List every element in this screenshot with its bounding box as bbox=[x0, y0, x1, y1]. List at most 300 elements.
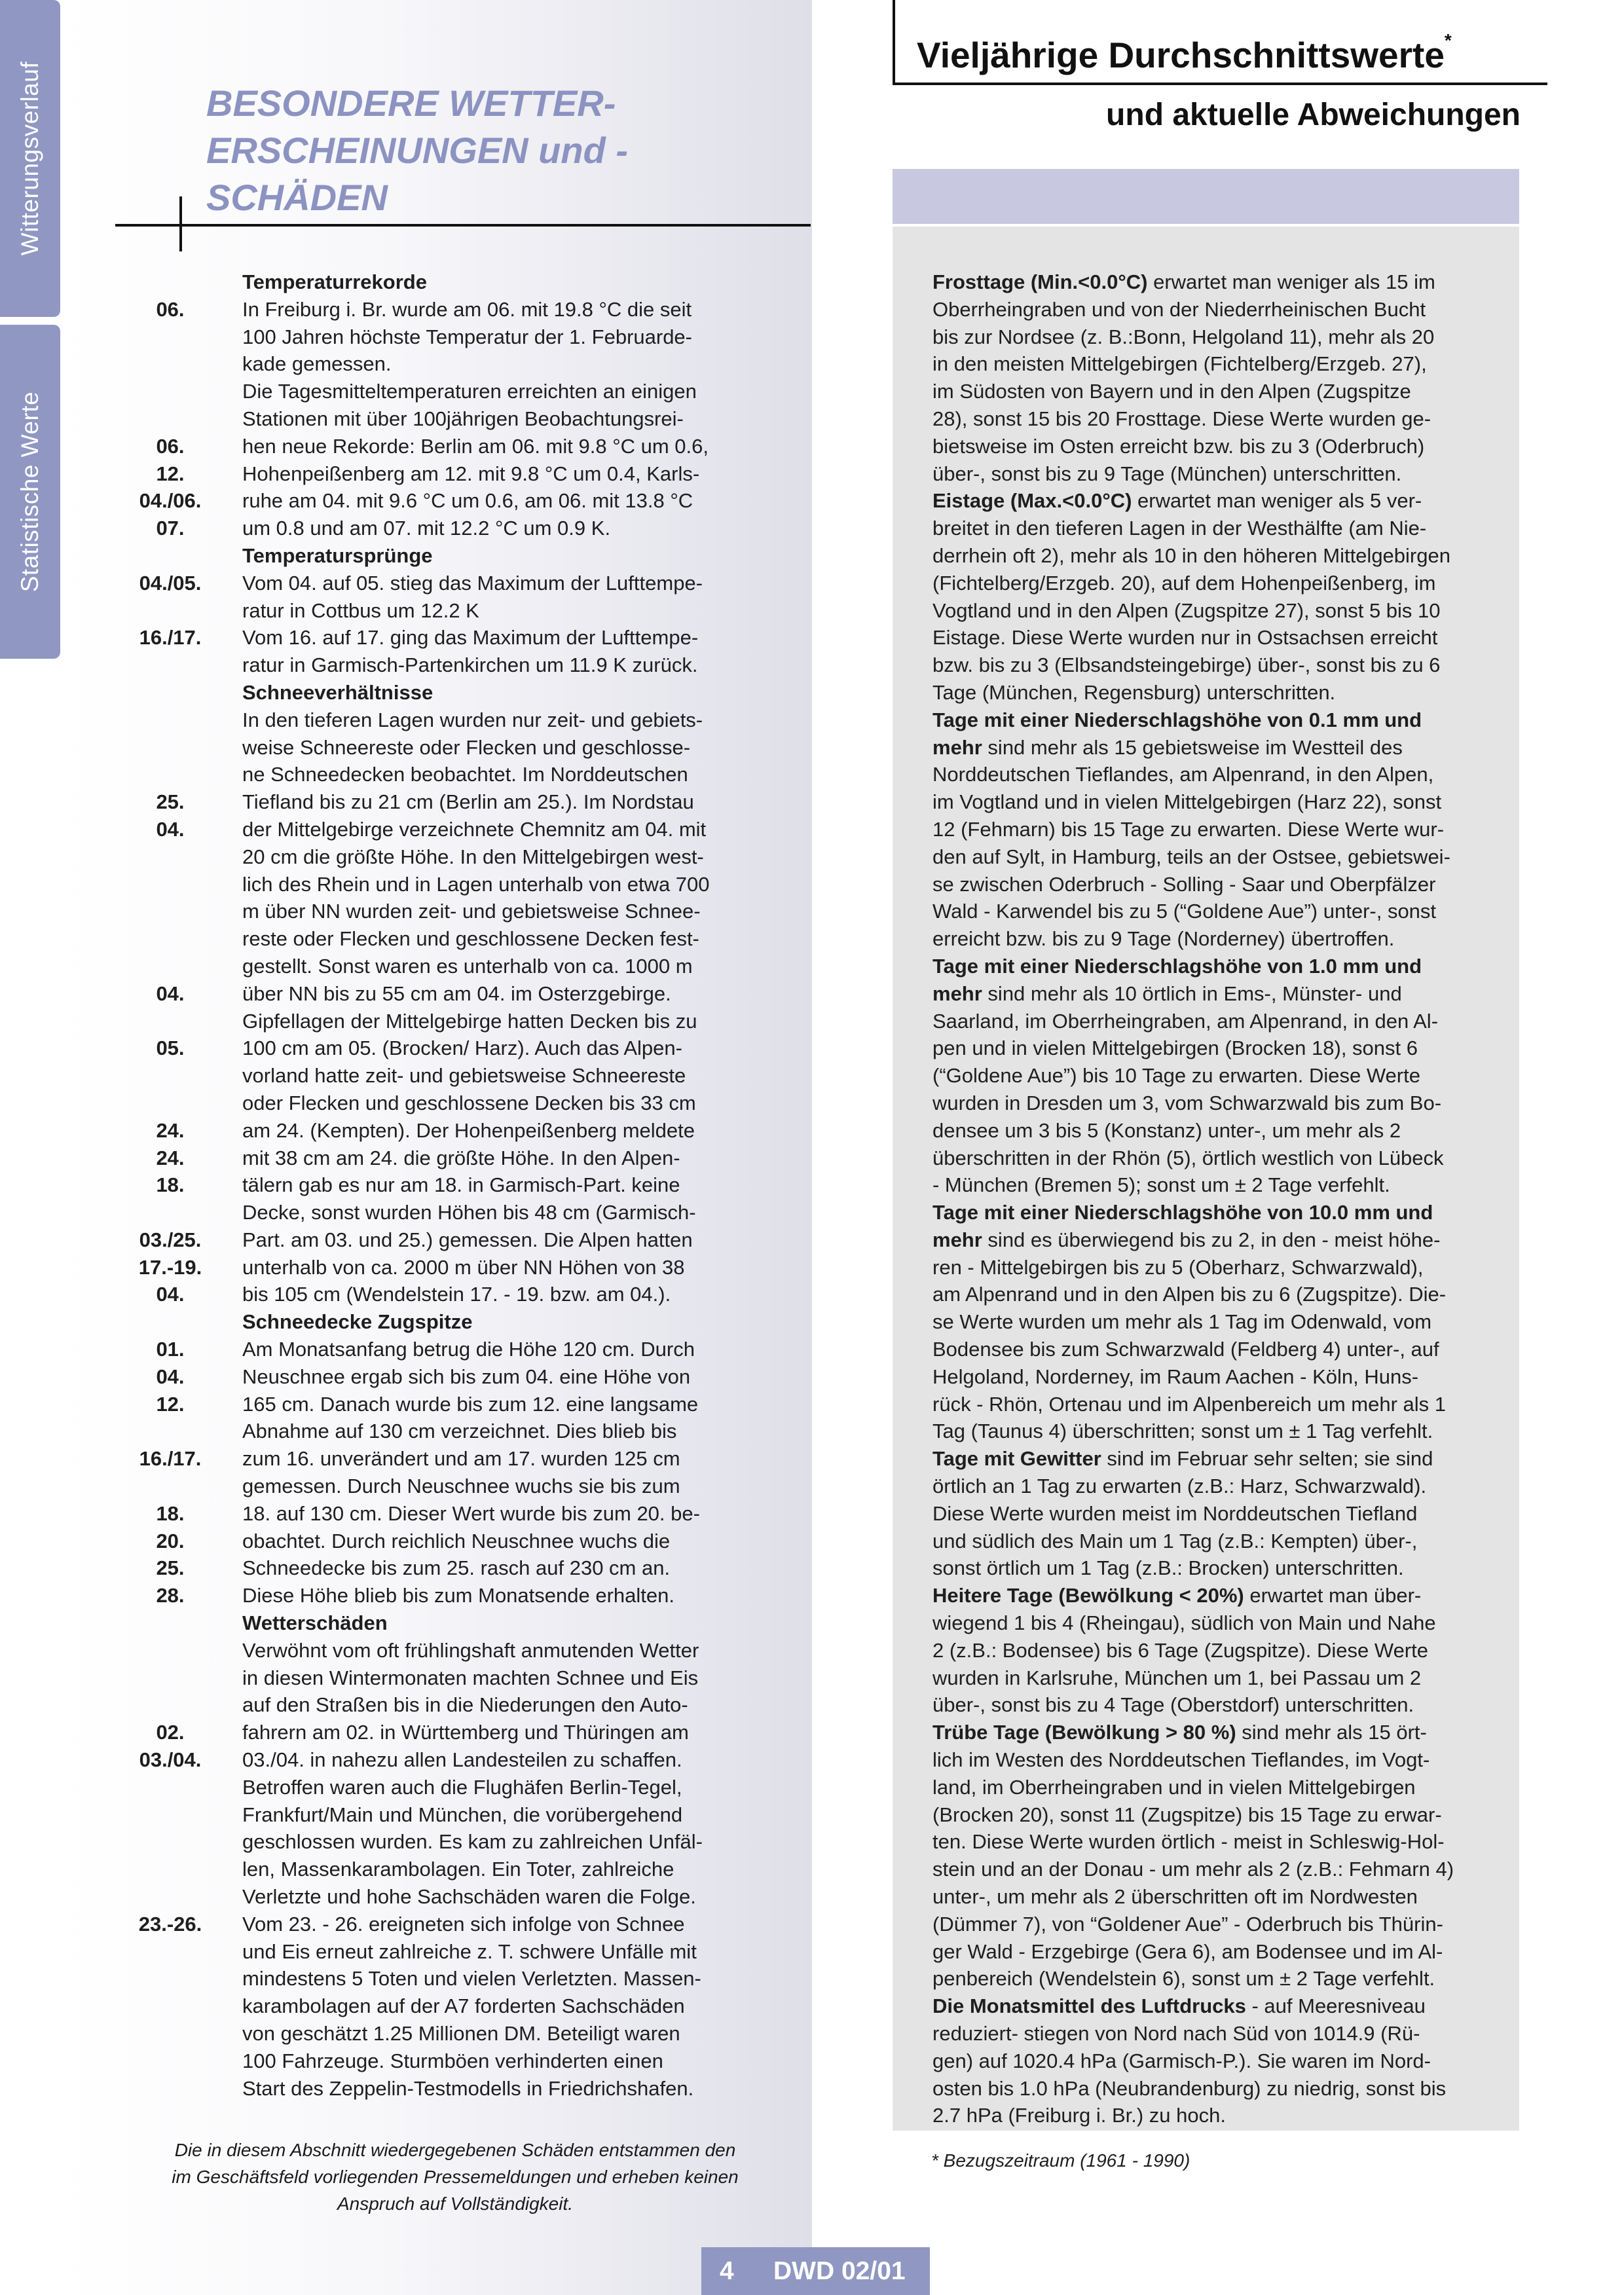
stats-line bbox=[932, 1746, 1509, 1774]
event-text: lich des Rhein und in Lagen unterhalb von etwa 700 bbox=[242, 872, 710, 896]
event-text: 20 cm die größte Höhe. In den Mittelgebirgen west- bbox=[242, 845, 704, 868]
stats-text: Tag (Taunus 4) überschritten; sonst um ± 1 Tag verfehlt. bbox=[932, 1420, 1433, 1443]
stats-line bbox=[932, 1171, 1509, 1199]
event-row bbox=[98, 1473, 809, 1500]
event-date bbox=[98, 761, 242, 788]
stats-line bbox=[932, 1691, 1509, 1719]
event-date bbox=[98, 1664, 242, 1692]
event-text: und Eis erneut zahlreiche z. T. schwere Unfälle mit bbox=[242, 1939, 697, 1963]
event-date bbox=[98, 2047, 242, 2075]
event-date: 25. bbox=[156, 1556, 185, 1580]
stats-text: - München (Bremen 5); sonst um ± 2 Tage verfehlt. bbox=[932, 1173, 1390, 1197]
stats-text: breitet in den tieferen Lagen in der Westhälfte (am Nie- bbox=[932, 517, 1427, 540]
event-row bbox=[98, 515, 809, 542]
stats-term: mehr bbox=[932, 982, 982, 1005]
stats-line bbox=[932, 433, 1509, 460]
stats-line bbox=[932, 1008, 1509, 1035]
event-text: 18. auf 130 cm. Dieser Wert wurde bis zum 20. be- bbox=[242, 1501, 700, 1525]
stats-line bbox=[932, 487, 1509, 515]
event-date: 01. bbox=[156, 1338, 185, 1361]
stats-line bbox=[932, 1391, 1509, 1418]
event-row bbox=[98, 761, 809, 788]
event-heading: Temperaturrekorde bbox=[242, 270, 427, 293]
stats-text: Oberrheingraben und von der Niederrheinischen Bucht bbox=[932, 297, 1426, 321]
side-tab-statistische-werte[interactable] bbox=[0, 325, 60, 659]
section-title-line: ERSCHEINUNGEN und -SCHÄDEN bbox=[206, 130, 628, 218]
event-row bbox=[98, 1062, 809, 1090]
event-text: mindestens 5 Toten und vielen Verletzten. Massen- bbox=[242, 1967, 701, 1991]
stats-line bbox=[932, 350, 1509, 378]
stats-term: Die Monatsmittel des Luftdrucks bbox=[932, 1994, 1246, 2018]
section-title bbox=[206, 80, 796, 221]
event-date: 02. bbox=[156, 1721, 185, 1744]
event-text: Neuschnee ergab sich bis zum 04. eine Höhe von bbox=[242, 1365, 691, 1388]
event-row bbox=[98, 597, 809, 625]
stats-text: reduziert- stiegen von Nord nach Süd von 1014.9 (Rü- bbox=[932, 2022, 1420, 2045]
horizontal-rule bbox=[115, 224, 811, 227]
section-title-line: BESONDERE WETTER- bbox=[206, 83, 616, 124]
stats-term: Heitere Tage (Bewölkung < 20%) bbox=[932, 1584, 1244, 1607]
stats-text: sonst örtlich um 1 Tag (z.B.: Brocken) unterschritten. bbox=[932, 1556, 1404, 1580]
event-row bbox=[98, 1801, 809, 1829]
event-heading: Wetterschäden bbox=[242, 1611, 388, 1635]
event-row bbox=[98, 1226, 809, 1254]
event-row bbox=[98, 1528, 809, 1555]
event-date bbox=[98, 843, 242, 871]
stats-text: densee um 3 bis 5 (Konstanz) unter-, um mehr als 2 bbox=[932, 1118, 1401, 1142]
event-text: Betroffen waren auch die Flughäfen Berlin-Tegel, bbox=[242, 1775, 682, 1799]
event-date: 25. bbox=[156, 790, 185, 814]
stats-text: Tage (München, Regensburg) unterschritten. bbox=[932, 680, 1336, 704]
weather-events-list bbox=[98, 268, 809, 2102]
stats-line bbox=[932, 1035, 1509, 1062]
event-row bbox=[98, 1664, 809, 1692]
event-row bbox=[98, 1035, 809, 1062]
event-date: 04. bbox=[156, 982, 185, 1005]
stats-text: wurden in Dresden um 3, vom Schwarzwald bis zum Bo- bbox=[932, 1091, 1442, 1114]
stats-text: den auf Sylt, in Hamburg, teils an der Ostsee, gebietswei- bbox=[932, 845, 1450, 868]
event-date: 04./06. bbox=[139, 489, 202, 513]
side-tab-bar bbox=[0, 0, 60, 2295]
event-text: Gipfellagen der Mittelgebirge hatten Decken bis zu bbox=[242, 1009, 697, 1033]
stats-term: Eistage (Max.<0.0°C) bbox=[932, 489, 1132, 513]
event-text: Am Monatsanfang betrug die Höhe 120 cm. Durch bbox=[242, 1338, 695, 1361]
event-row bbox=[98, 816, 809, 843]
event-text: unterhalb von ca. 2000 m über NN Höhen von 38 bbox=[242, 1255, 685, 1279]
event-date: 17.-19. bbox=[138, 1255, 202, 1279]
stats-text: Eistage. Diese Werte wurden nur in Ostsachsen erreicht bbox=[932, 626, 1438, 650]
event-text: Tiefland bis zu 21 cm (Berlin am 25.). Im Nordstau bbox=[242, 790, 694, 814]
stats-text: Vogtland und in den Alpen (Zugspitze 27), sonst 5 bis 10 bbox=[932, 598, 1441, 622]
event-date bbox=[98, 1609, 242, 1637]
event-text: kade gemessen. bbox=[242, 352, 392, 376]
stats-text: im Vogtland und in vielen Mittelgebirgen (Harz 22), sonst bbox=[932, 790, 1442, 814]
event-row bbox=[98, 1391, 809, 1418]
event-date bbox=[98, 1418, 242, 1445]
event-date: 04. bbox=[156, 1283, 185, 1306]
statistics-text bbox=[932, 268, 1509, 2129]
event-row bbox=[98, 460, 809, 488]
stats-text: Norddeutschen Tieflandes, am Alpenrand, in den Alpen, bbox=[932, 763, 1434, 786]
stats-line bbox=[932, 2075, 1509, 2102]
stats-text: Helgoland, Norderney, im Raum Aachen - Köln, Huns- bbox=[932, 1365, 1419, 1388]
asterisk-mark: * bbox=[1444, 30, 1452, 50]
stats-line bbox=[932, 1062, 1509, 1090]
event-date bbox=[98, 378, 242, 405]
stats-text: - auf Meeresniveau bbox=[1246, 1994, 1426, 2018]
stats-line bbox=[932, 788, 1509, 816]
stats-text: bzw. bis zu 3 (Elbsandsteingebirge) über-, sonst bis zu 6 bbox=[932, 653, 1441, 677]
stats-text: Wald - Karwendel bis zu 5 (“Goldene Aue”) unter-, sonst bbox=[932, 900, 1437, 923]
event-text: ratur in Garmisch-Partenkirchen um 11.9 K zurück. bbox=[242, 653, 698, 677]
stats-term: Trübe Tage (Bewölkung > 80 %) bbox=[932, 1721, 1236, 1744]
page-subtitle: und aktuelle Abweichungen bbox=[1106, 98, 1521, 132]
event-text: ratur in Cottbus um 12.2 K bbox=[242, 598, 479, 622]
event-row bbox=[98, 1363, 809, 1391]
stats-text: (Dümmer 7), von “Goldener Aue” - Oderbruch bis Thürin- bbox=[932, 1912, 1443, 1936]
event-date: 16./17. bbox=[139, 626, 202, 650]
stats-line bbox=[932, 1938, 1509, 1966]
stats-line bbox=[932, 1883, 1509, 1911]
stats-line bbox=[932, 953, 1509, 980]
stats-line bbox=[932, 761, 1509, 788]
event-row bbox=[98, 1691, 809, 1719]
event-row bbox=[98, 1746, 809, 1774]
event-date bbox=[98, 898, 242, 925]
stats-line bbox=[932, 1992, 1509, 2020]
event-heading: Temperatursprünge bbox=[242, 543, 433, 567]
event-row bbox=[98, 323, 809, 351]
stats-text: 28), sonst 15 bis 20 Frosttage. Diese Werte wurden ge- bbox=[932, 407, 1431, 430]
stats-text: erreicht bzw. bis zu 9 Tage (Norderney) übertroffen. bbox=[932, 927, 1395, 951]
event-row bbox=[98, 1199, 809, 1226]
event-date bbox=[98, 1199, 242, 1226]
side-tab-witterungsverlauf[interactable] bbox=[0, 0, 60, 317]
event-row bbox=[98, 707, 809, 734]
stats-line bbox=[932, 542, 1509, 570]
stats-line bbox=[932, 1965, 1509, 1992]
stats-term: Tage mit einer Niederschlagshöhe von 10.0 mm und bbox=[932, 1201, 1433, 1224]
stats-text: derrhein oft 2), mehr als 10 in den höheren Mittelgebirgen bbox=[932, 543, 1450, 567]
event-text: Verwöhnt vom oft frühlingshaft anmutenden Wetter bbox=[242, 1638, 699, 1662]
event-row bbox=[98, 1828, 809, 1856]
event-date bbox=[98, 734, 242, 762]
event-date: 03./04. bbox=[139, 1748, 202, 1772]
event-row bbox=[98, 871, 809, 898]
stats-line bbox=[932, 652, 1509, 679]
event-text: 100 Fahrzeuge. Sturmböen verhinderten einen bbox=[242, 2049, 663, 2072]
event-date bbox=[98, 1637, 242, 1664]
event-text: In den tieferen Lagen wurden nur zeit- und gebiets- bbox=[242, 708, 703, 731]
event-date: 06. bbox=[156, 434, 185, 458]
event-text: oder Flecken und geschlossene Decken bis 33 cm bbox=[242, 1091, 696, 1114]
event-text: geschlossen wurden. Es kam zu zahlreichen Unfäl- bbox=[242, 1830, 703, 1854]
event-text: Stationen mit über 100jährigen Beobachtungsrei- bbox=[242, 407, 684, 430]
event-date bbox=[98, 925, 242, 953]
event-row bbox=[98, 1254, 809, 1281]
stats-text: ten. Diese Werte wurden örtlich - meist in Schleswig-Hol- bbox=[932, 1830, 1445, 1854]
stats-text: unter-, um mehr als 2 überschritten oft im Nordwesten bbox=[932, 1885, 1418, 1909]
event-text: bis 105 cm (Wendelstein 17. - 19. bzw. am 04.). bbox=[242, 1283, 671, 1306]
event-text: gemessen. Durch Neuschnee wuchs sie bis zum bbox=[242, 1475, 680, 1498]
event-text: 100 cm am 05. (Brocken/ Harz). Auch das Alpen- bbox=[242, 1037, 682, 1060]
stats-text: erwartet man weniger als 15 im bbox=[1147, 270, 1435, 293]
event-row bbox=[98, 1336, 809, 1363]
event-heading-row bbox=[98, 268, 809, 296]
event-date: 18. bbox=[156, 1501, 185, 1525]
event-row bbox=[98, 2075, 809, 2102]
stats-line bbox=[932, 734, 1509, 762]
stats-text: land, im Oberrheingraben und in vielen Mittelgebirgen bbox=[932, 1775, 1416, 1799]
event-text: in diesen Wintermonaten machten Schnee und Eis bbox=[242, 1666, 699, 1689]
event-text: tälern gab es nur am 18. in Garmisch-Part. keine bbox=[242, 1173, 680, 1197]
event-date bbox=[98, 1801, 242, 1829]
event-heading: Schneedecke Zugspitze bbox=[242, 1310, 473, 1334]
side-tab-label: Statistische Werte bbox=[16, 391, 43, 593]
stats-text: sind mehr als 10 örtlich in Ems-, Münster- und bbox=[982, 982, 1402, 1005]
stats-text: 2 (z.B.: Bodensee) bis 6 Tage (Zugspitze). Diese Werte bbox=[932, 1638, 1428, 1662]
event-text: 03./04. in nahezu allen Landesteilen zu schaffen. bbox=[242, 1748, 682, 1772]
event-date: 05. bbox=[156, 1037, 185, 1060]
event-row bbox=[98, 788, 809, 816]
stats-line bbox=[932, 323, 1509, 351]
stats-line bbox=[932, 1281, 1509, 1308]
stats-text: (Brocken 20), sonst 11 (Zugspitze) bis 15 Tage zu erwar- bbox=[932, 1803, 1442, 1826]
stats-line bbox=[932, 378, 1509, 405]
stats-text: Saarland, im Oberrheingraben, am Alpenrand, in den Al- bbox=[932, 1009, 1439, 1033]
event-row bbox=[98, 1418, 809, 1445]
disclaimer-line: Anspruch auf Vollständigkeit. bbox=[337, 2194, 574, 2214]
stats-line bbox=[932, 1473, 1509, 1500]
event-text: Hohenpeißenberg am 12. mit 9.8 °C um 0.4, Karls- bbox=[242, 462, 700, 485]
event-text: Schneedecke bis zum 25. rasch auf 230 cm an. bbox=[242, 1556, 671, 1580]
stats-text: se Werte wurden um mehr als 1 Tag im Odenwald, vom bbox=[932, 1310, 1432, 1334]
event-date bbox=[98, 1856, 242, 1883]
event-row bbox=[98, 1856, 809, 1883]
event-row bbox=[98, 1445, 809, 1473]
event-row bbox=[98, 1774, 809, 1801]
stats-line bbox=[932, 1418, 1509, 1445]
vertical-rule bbox=[179, 196, 182, 251]
stats-line bbox=[932, 597, 1509, 625]
event-date: 07. bbox=[156, 517, 185, 540]
event-date bbox=[98, 405, 242, 433]
stats-line bbox=[932, 925, 1509, 953]
event-row bbox=[98, 1992, 809, 2020]
event-date: 04. bbox=[156, 817, 185, 841]
event-text: karambolagen auf der A7 forderten Sachschäden bbox=[242, 1994, 685, 2018]
event-row bbox=[98, 1938, 809, 1966]
stats-text: ren - Mittelgebirgen bis zu 5 (Oberharz, Schwarzwald), bbox=[932, 1255, 1424, 1279]
stats-line bbox=[932, 1528, 1509, 1555]
stats-line bbox=[932, 1554, 1509, 1582]
event-date bbox=[98, 1828, 242, 1856]
event-text: hen neue Rekorde: Berlin am 06. mit 9.8 °C um 0.6, bbox=[242, 434, 709, 458]
stats-text: sind mehr als 15 gebietsweise im Westteil des bbox=[982, 735, 1403, 759]
page-title-text: Vieljährige Durchschnittswerte bbox=[917, 35, 1445, 75]
event-date bbox=[98, 2020, 242, 2047]
stats-text: erwartet man über- bbox=[1244, 1584, 1422, 1607]
event-date bbox=[98, 871, 242, 898]
event-text: Frankfurt/Main und München, die vorübergehend bbox=[242, 1803, 683, 1826]
event-text: 165 cm. Danach wurde bis zum 12. eine langsame bbox=[242, 1392, 699, 1416]
event-row bbox=[98, 2020, 809, 2047]
event-row bbox=[98, 1554, 809, 1582]
stats-line bbox=[932, 1117, 1509, 1145]
footnote: * Bezugszeitraum (1961 - 1990) bbox=[931, 2150, 1190, 2171]
stats-text: (“Goldene Aue”) bis 10 Tage zu erwarten. Diese Werte bbox=[932, 1064, 1420, 1088]
event-row bbox=[98, 570, 809, 597]
stats-line bbox=[932, 1254, 1509, 1281]
event-text: ruhe am 04. mit 9.6 °C um 0.6, am 06. mit 13.8 °C bbox=[242, 489, 693, 513]
stats-text: in den meisten Mittelgebirgen (Fichtelberg/Erzgeb. 27), bbox=[932, 352, 1427, 376]
stats-text: wurden in Karlsruhe, München um 1, bei Passau um 2 bbox=[932, 1666, 1422, 1689]
event-row bbox=[98, 1965, 809, 1992]
stats-term: Frosttage (Min.<0.0°C) bbox=[932, 270, 1148, 293]
stats-line bbox=[932, 1828, 1509, 1856]
event-date bbox=[98, 542, 242, 570]
stats-text: gen) auf 1020.4 hPa (Garmisch-P.). Sie waren im Nord- bbox=[932, 2049, 1431, 2072]
event-row bbox=[98, 1582, 809, 1609]
event-row bbox=[98, 734, 809, 762]
stats-line bbox=[932, 268, 1509, 296]
stats-line bbox=[932, 1145, 1509, 1172]
stats-text: bis zur Nordsee (z. B.:Bonn, Helgoland 11), mehr als 20 bbox=[932, 325, 1435, 348]
event-text: weise Schneereste oder Flecken und geschlosse- bbox=[242, 735, 691, 759]
event-date: 03./25. bbox=[139, 1228, 202, 1251]
stats-line bbox=[932, 1801, 1509, 1829]
stats-line bbox=[932, 1774, 1509, 1801]
event-text: Decke, sonst wurden Höhen bis 48 cm (Garmisch- bbox=[242, 1201, 696, 1224]
stats-line bbox=[932, 405, 1509, 433]
event-text: len, Massenkarambolagen. Ein Toter, zahlreiche bbox=[242, 1858, 674, 1881]
footer-tab bbox=[701, 2247, 930, 2295]
event-date: 12. bbox=[156, 462, 185, 485]
event-row bbox=[98, 898, 809, 925]
stats-text: se zwischen Oderbruch - Solling - Saar und Oberpfälzer bbox=[932, 872, 1436, 896]
stats-text: ger Wald - Erzgebirge (Gera 6), am Bodensee und im Al- bbox=[932, 1939, 1443, 1963]
event-date bbox=[98, 2075, 242, 2102]
event-row bbox=[98, 405, 809, 433]
stats-line bbox=[932, 980, 1509, 1008]
event-text: Vom 04. auf 05. stieg das Maximum der Lufttempe- bbox=[242, 571, 703, 595]
event-date bbox=[98, 679, 242, 707]
stats-line bbox=[932, 570, 1509, 597]
stats-text: Diese Werte wurden meist im Norddeutschen Tiefland bbox=[932, 1501, 1418, 1525]
event-date: 24. bbox=[156, 1146, 185, 1169]
stats-text: am Alpenrand und in den Alpen bis zu 6 (Zugspitze). Die- bbox=[932, 1283, 1447, 1306]
event-text: 100 Jahren höchste Temperatur der 1. Februarde- bbox=[242, 325, 692, 348]
stats-header-band bbox=[893, 169, 1519, 224]
event-row bbox=[98, 1281, 809, 1308]
event-text: Vom 16. auf 17. ging das Maximum der Lufttempe- bbox=[242, 626, 699, 650]
stats-line bbox=[932, 1719, 1509, 1746]
event-date: 16./17. bbox=[139, 1447, 202, 1471]
event-date bbox=[98, 1883, 242, 1911]
event-text: zum 16. unverändert und am 17. wurden 125 cm bbox=[242, 1447, 680, 1471]
event-row bbox=[98, 1008, 809, 1035]
event-row bbox=[98, 1719, 809, 1746]
event-date bbox=[98, 953, 242, 980]
stats-text: 2.7 hPa (Freiburg i. Br.) zu hoch. bbox=[932, 2104, 1226, 2127]
stats-line bbox=[932, 1500, 1509, 1528]
stats-text: bietsweise im Osten erreicht bzw. bis zu 3 (Oderbruch) bbox=[932, 434, 1425, 458]
event-text: Abnahme auf 130 cm verzeichnet. Dies blieb bis bbox=[242, 1420, 677, 1443]
stats-text: sind es überwiegend bis zu 2, in den - meist höhe- bbox=[982, 1228, 1441, 1251]
event-row bbox=[98, 1500, 809, 1528]
stats-text: überschritten in der Rhön (5), örtlich westlich von Lübeck bbox=[932, 1146, 1444, 1169]
event-row bbox=[98, 296, 809, 323]
event-text: fahrern am 02. in Württemberg und Thüringen am bbox=[242, 1721, 689, 1744]
event-heading: Schneeverhältnisse bbox=[242, 680, 434, 704]
event-text: vorland hatte zeit- und gebietsweise Schneereste bbox=[242, 1064, 686, 1088]
stats-text: stein und an der Donau - um mehr als 2 (z.B.: Fehmarn 4) bbox=[932, 1858, 1454, 1881]
event-heading-row bbox=[98, 679, 809, 707]
event-text: Diese Höhe blieb bis zum Monatsende erhalten. bbox=[242, 1584, 674, 1607]
event-text: gestellt. Sonst waren es unterhalb von ca. 1000 m bbox=[242, 954, 693, 978]
stats-text: sind im Februar sehr selten; sie sind bbox=[1101, 1447, 1433, 1471]
event-text: am 24. (Kempten). Der Hohenpeißenberg meldete bbox=[242, 1118, 695, 1142]
stats-text: (Fichtelberg/Erzgeb. 20), auf dem Hohenpeißenberg, im bbox=[932, 571, 1436, 595]
stats-line bbox=[932, 1336, 1509, 1363]
event-row bbox=[98, 624, 809, 652]
event-date bbox=[98, 1062, 242, 1090]
stats-line bbox=[932, 1609, 1509, 1637]
event-row bbox=[98, 487, 809, 515]
stats-line bbox=[932, 2047, 1509, 2075]
event-row bbox=[98, 652, 809, 679]
event-row bbox=[98, 433, 809, 460]
disclaimer-line: im Geschäftsfeld vorliegenden Pressemeldungen und erheben keinen bbox=[172, 2167, 739, 2187]
event-date bbox=[98, 350, 242, 378]
page-title bbox=[917, 30, 1452, 76]
stats-line bbox=[932, 460, 1509, 488]
event-text: über NN bis zu 55 cm am 04. im Osterzgebirge. bbox=[242, 982, 671, 1005]
event-text: In Freiburg i. Br. wurde am 06. mit 19.8 °C die seit bbox=[242, 297, 692, 321]
event-text: um 0.8 und am 07. mit 12.2 °C um 0.9 K. bbox=[242, 517, 611, 540]
event-date bbox=[98, 597, 242, 625]
stats-text: lich im Westen des Norddeutschen Tieflandes, im Vogt- bbox=[932, 1748, 1430, 1772]
event-text: reste oder Flecken und geschlossene Decken fest- bbox=[242, 927, 699, 951]
event-row bbox=[98, 2047, 809, 2075]
stats-term: Tage mit Gewitter bbox=[932, 1447, 1101, 1471]
event-date bbox=[98, 1938, 242, 1966]
event-date bbox=[98, 1090, 242, 1117]
stats-line bbox=[932, 1637, 1509, 1664]
event-date bbox=[98, 1992, 242, 2020]
event-row bbox=[98, 1637, 809, 1664]
disclaimer-line: Die in diesem Abschnitt wiedergegebenen Schäden entstammen den bbox=[174, 2140, 736, 2160]
event-date bbox=[98, 268, 242, 296]
event-date bbox=[98, 1965, 242, 1992]
stats-text: pen und in vielen Mittelgebirgen (Brocken 18), sonst 6 bbox=[932, 1037, 1418, 1060]
event-text: Die Tagesmitteltemperaturen erreichten an einigen bbox=[242, 380, 697, 403]
event-text: der Mittelgebirge verzeichnete Chemnitz am 04. mit bbox=[242, 817, 707, 841]
event-row bbox=[98, 953, 809, 980]
event-date bbox=[98, 323, 242, 351]
stats-text: 12 (Fehmarn) bis 15 Tage zu erwarten. Diese Werte wur- bbox=[932, 817, 1445, 841]
event-row bbox=[98, 1883, 809, 1911]
stats-text: osten bis 1.0 hPa (Neubrandenburg) zu niedrig, sonst bis bbox=[932, 2076, 1447, 2100]
event-date bbox=[98, 707, 242, 734]
event-date: 04./05. bbox=[139, 571, 202, 595]
event-date bbox=[98, 1473, 242, 1500]
event-row bbox=[98, 980, 809, 1008]
event-row bbox=[98, 378, 809, 405]
stats-line bbox=[932, 871, 1509, 898]
stats-text: wiegend 1 bis 4 (Rheingau), südlich von Main und Nahe bbox=[932, 1611, 1436, 1635]
stats-term: mehr bbox=[932, 735, 982, 759]
